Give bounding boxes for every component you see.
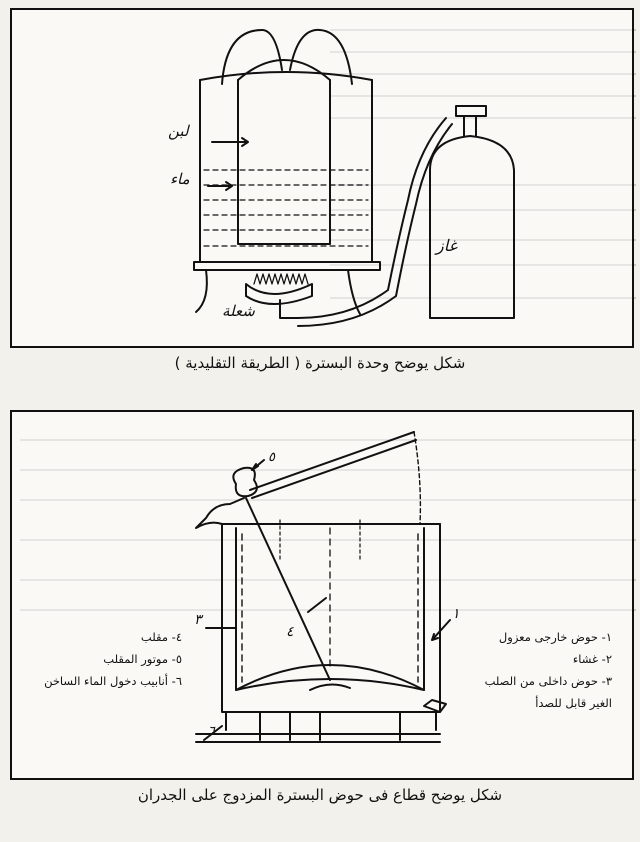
callout-6: ٦ <box>208 724 215 739</box>
stirrer-motor <box>233 468 257 497</box>
arrow-5 <box>252 460 264 470</box>
lid-swing-arc <box>414 432 420 524</box>
label-water: ماء <box>170 170 190 188</box>
label-burner: شعلة <box>222 302 255 320</box>
inner-guides <box>280 520 360 560</box>
legend-item-5: ٥- موتور المقلب <box>103 652 182 666</box>
callout-5: ٥ <box>268 450 275 465</box>
stirrer-shaft <box>246 498 330 680</box>
legend-item-6: ٦- أنابيب دخول الماء الساخن <box>44 674 182 688</box>
hot-water-pipes <box>196 734 440 742</box>
callout-3: ٣ <box>194 612 202 628</box>
legend-item-1: ١- حوض خارجى معزول <box>498 630 612 644</box>
figure-2-caption: شكل يوضح قطاع فى حوض البسترة المزدوج على الجدران <box>137 786 503 804</box>
legend-left <box>44 626 182 692</box>
stirrer-blade <box>310 684 350 690</box>
figure-1-caption: شكل يوضح وحدة البسترة ( الطريقة التقليدية ) <box>174 354 466 372</box>
legend-item-3: ٣- حوض داخلى من الصلب <box>484 674 612 688</box>
callout-1: ١ <box>452 606 460 622</box>
legend-right <box>485 626 612 714</box>
label-gas: غاز <box>436 236 457 255</box>
label-milk: لبن <box>168 122 189 140</box>
callout-4: ٤ <box>286 624 294 640</box>
legend-item-4: ٤- مقلب <box>140 630 182 644</box>
tank-lid-lower <box>252 440 416 498</box>
outlet-valve <box>424 700 446 712</box>
stirrer-paddle <box>308 598 326 612</box>
legend-item-3-cont: الغير قابل للصدأ <box>535 696 612 710</box>
legend-item-2: ٢- غشاء <box>572 652 612 666</box>
base-frame <box>226 712 436 740</box>
tank-bottom-curve <box>236 665 424 690</box>
